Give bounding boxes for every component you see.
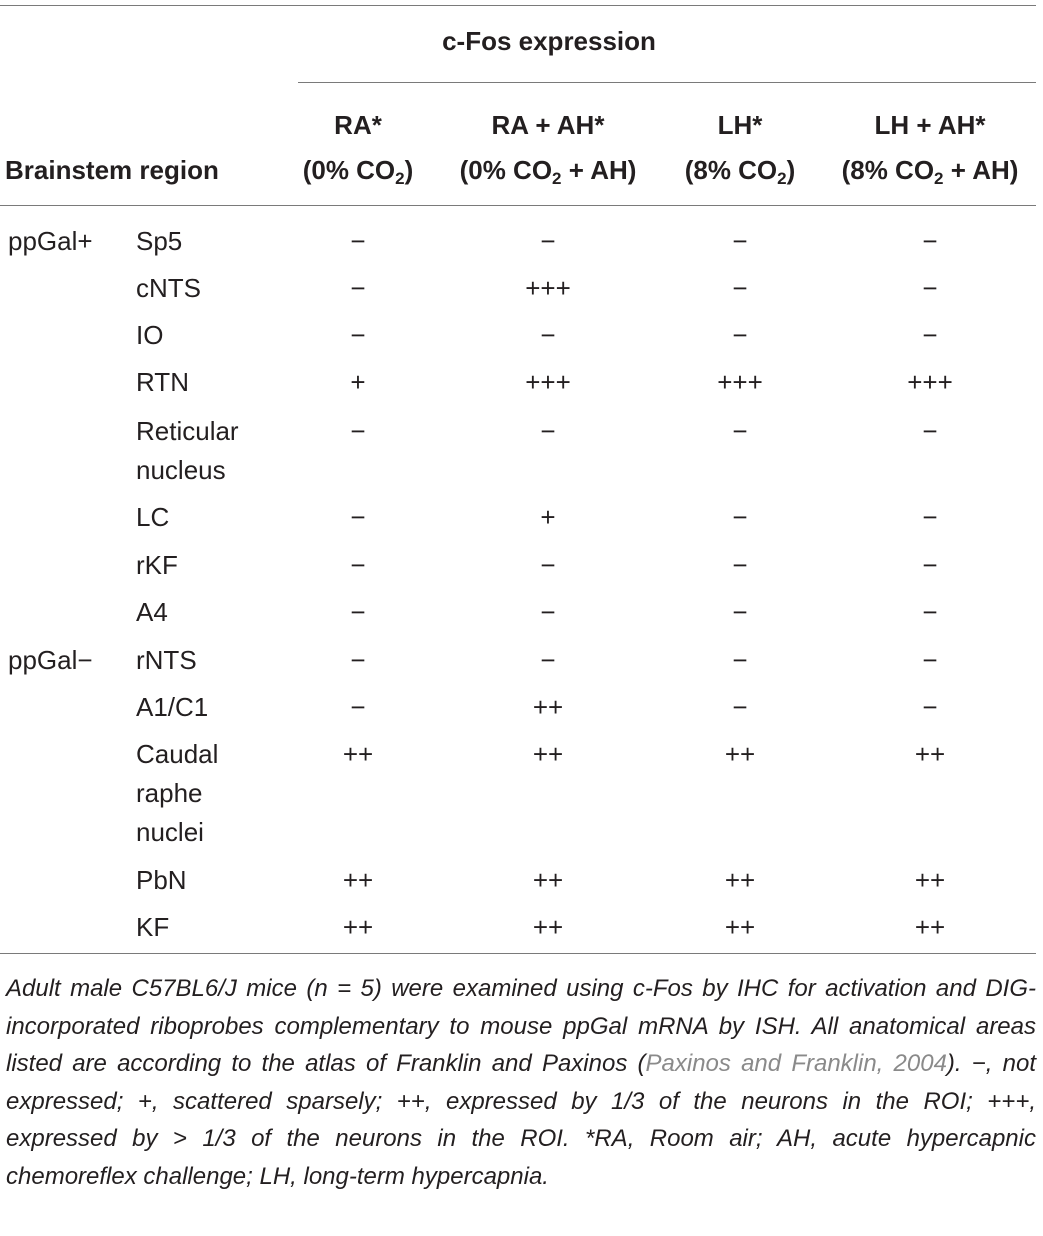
expression-cell: − bbox=[540, 597, 556, 627]
row-header: Brainstem region bbox=[5, 155, 219, 185]
expression-cell: + bbox=[540, 502, 556, 532]
expression-cell: ++ bbox=[724, 739, 756, 769]
table-bottom-rule bbox=[0, 953, 1036, 954]
table-title: c-Fos expression bbox=[442, 26, 656, 56]
expression-cell: − bbox=[350, 320, 366, 350]
column-subheader-text: (8% CO bbox=[841, 155, 935, 185]
column-subheader-suffix: ) bbox=[786, 155, 796, 185]
expression-cell: +++ bbox=[525, 273, 571, 303]
expression-cell: − bbox=[350, 502, 366, 532]
expression-cell: ++ bbox=[532, 692, 564, 722]
column-subheader-subscript: 2 bbox=[395, 169, 405, 188]
group-label-ppgal-plus: ppGal+ bbox=[8, 226, 93, 256]
expression-cell: ++ bbox=[724, 865, 756, 895]
region-label: rKF bbox=[136, 550, 178, 580]
expression-cell: − bbox=[540, 320, 556, 350]
expression-cell: + bbox=[350, 367, 366, 397]
expression-cell: − bbox=[922, 692, 938, 722]
expression-cell: ++ bbox=[914, 739, 946, 769]
expression-cell: − bbox=[732, 273, 748, 303]
region-label: PbN bbox=[136, 865, 187, 895]
expression-cell: − bbox=[350, 273, 366, 303]
column-subheader-1 bbox=[303, 155, 414, 186]
column-subheader-text: (0% CO bbox=[459, 155, 553, 185]
expression-cell: − bbox=[922, 550, 938, 580]
expression-cell: − bbox=[922, 226, 938, 256]
column-subheader-suffix: + AH) bbox=[561, 155, 637, 185]
expression-cell: − bbox=[540, 416, 556, 446]
region-label: rNTS bbox=[136, 645, 197, 675]
region-label: LC bbox=[136, 502, 170, 532]
expression-cell: − bbox=[350, 597, 366, 627]
column-header-2: RA + AH* bbox=[491, 110, 605, 140]
region-label: A4 bbox=[136, 597, 168, 627]
expression-cell: − bbox=[922, 273, 938, 303]
expression-cell: +++ bbox=[525, 367, 571, 397]
expression-cell: − bbox=[350, 416, 366, 446]
region-label: cNTS bbox=[136, 273, 201, 303]
spanner-rule bbox=[298, 82, 1036, 83]
expression-cell: − bbox=[732, 320, 748, 350]
expression-cell: − bbox=[732, 550, 748, 580]
expression-cell: ++ bbox=[532, 739, 564, 769]
region-label: nucleus bbox=[136, 455, 226, 485]
region-label: nuclei bbox=[136, 817, 204, 847]
expression-cell: +++ bbox=[907, 367, 953, 397]
column-header-3: LH* bbox=[717, 110, 763, 140]
region-label: IO bbox=[136, 320, 164, 350]
expression-cell: − bbox=[732, 502, 748, 532]
column-header-4: LH + AH* bbox=[874, 110, 986, 140]
expression-cell: ++ bbox=[342, 865, 374, 895]
expression-cell: ++ bbox=[914, 865, 946, 895]
expression-cell: − bbox=[922, 502, 938, 532]
expression-cell: − bbox=[540, 550, 556, 580]
column-subheader-subscript: 2 bbox=[934, 169, 944, 188]
expression-cell: ++ bbox=[342, 912, 374, 942]
footnote-text: Adult male C57BL6/J mice (n = 5) were examined using c-Fos by IHC for activation and DIG-incorporated riboprobes complementary to mouse ppGal mRNA by ISH. All anatomical areas listed are according to the atlas of Franklin and Paxinos ( bbox=[6, 975, 1036, 1077]
expression-cell: ++ bbox=[724, 912, 756, 942]
expression-cell: − bbox=[732, 226, 748, 256]
region-label: raphe bbox=[136, 778, 203, 808]
expression-cell: ++ bbox=[532, 912, 564, 942]
expression-cell: − bbox=[922, 320, 938, 350]
region-label: Reticular bbox=[136, 416, 239, 446]
expression-cell: − bbox=[732, 597, 748, 627]
expression-cell: − bbox=[540, 226, 556, 256]
group-label-ppgal-minus: ppGal− bbox=[8, 645, 93, 675]
region-label: Sp5 bbox=[136, 226, 183, 256]
expression-cell: − bbox=[350, 550, 366, 580]
region-label: A1/C1 bbox=[136, 692, 209, 722]
citation-link[interactable]: Paxinos and Franklin, 2004 bbox=[645, 1050, 947, 1077]
expression-cell: − bbox=[922, 416, 938, 446]
column-subheader-3 bbox=[685, 155, 796, 186]
table-top-rule bbox=[0, 5, 1036, 6]
column-subheader-suffix: ) bbox=[404, 155, 414, 185]
region-label: KF bbox=[136, 912, 170, 942]
expression-cell: − bbox=[732, 692, 748, 722]
column-subheader-text: (0% CO bbox=[302, 155, 396, 185]
expression-cell: − bbox=[732, 645, 748, 675]
expression-cell: − bbox=[922, 645, 938, 675]
column-header-1: RA* bbox=[334, 110, 382, 140]
header-bottom-rule bbox=[0, 205, 1036, 206]
expression-cell: − bbox=[350, 645, 366, 675]
expression-cell: ++ bbox=[914, 912, 946, 942]
expression-cell: − bbox=[350, 226, 366, 256]
column-subheader-suffix: + AH) bbox=[943, 155, 1019, 185]
footnote-text-end: ). −, not expressed; +, scattered sparsely; ++, expressed by 1/3 of the neurons in the ROI; +++, expressed by > 1/3 of the neurons in the ROI. *RA, Room air; AH, acute hypercapnic chemoreflex challenge; LH, long-term hypercapnia. bbox=[6, 1050, 1037, 1190]
column-subheader-text: (8% CO bbox=[684, 155, 778, 185]
column-subheader-2 bbox=[460, 155, 637, 186]
column-subheader-4 bbox=[842, 155, 1019, 186]
expression-cell: − bbox=[732, 416, 748, 446]
expression-cell: − bbox=[350, 692, 366, 722]
region-label: Caudal bbox=[136, 739, 219, 769]
expression-cell: ++ bbox=[342, 739, 374, 769]
table-footnote bbox=[6, 970, 1036, 1195]
expression-cell: +++ bbox=[717, 367, 763, 397]
expression-cell: ++ bbox=[532, 865, 564, 895]
column-subheader-subscript: 2 bbox=[777, 169, 787, 188]
expression-cell: − bbox=[540, 645, 556, 675]
expression-cell: − bbox=[922, 597, 938, 627]
region-label: RTN bbox=[136, 367, 189, 397]
column-subheader-subscript: 2 bbox=[552, 169, 562, 188]
